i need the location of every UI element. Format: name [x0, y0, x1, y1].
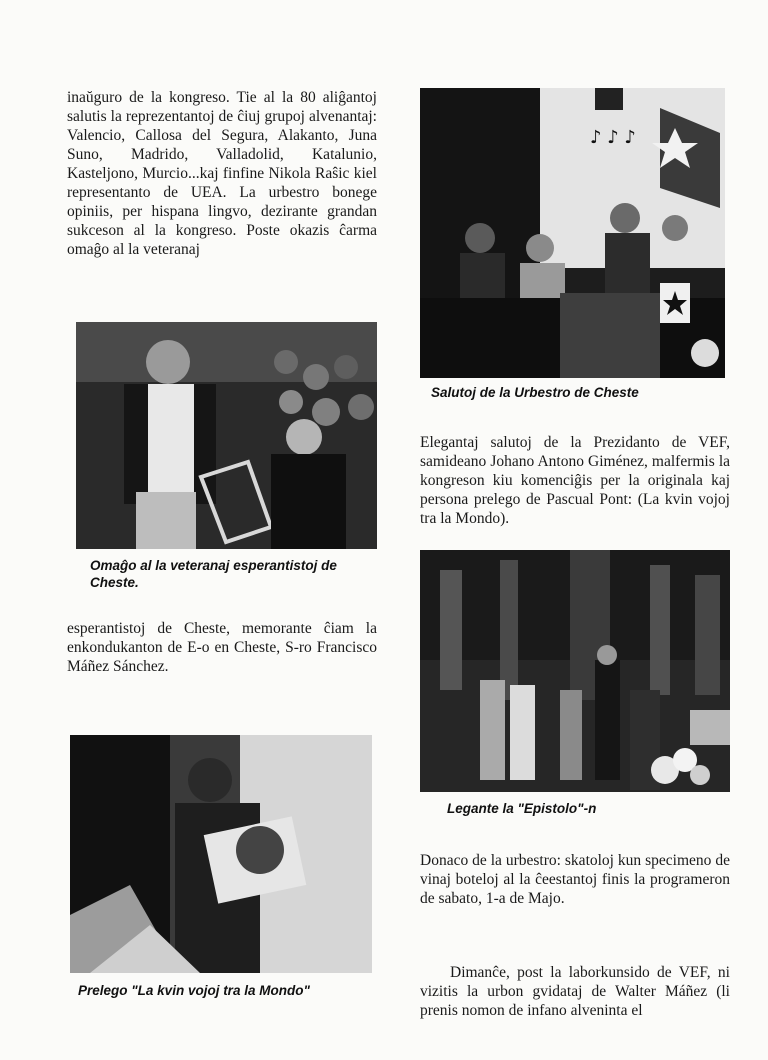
left-paragraph-2: esperantistoj de Cheste, memorante ĉiam la enkondukanton de E-o en Cheste, S-ro Francisco Máñez Sánchez. [67, 620, 377, 675]
right-paragraph-3: Dimanĉe, post la laborkunsido de VEF, ni vizitis la urbon gvidataj de Walter Máñez (li prenis nomon de infano alveninta el [420, 964, 730, 1019]
caption-lecture: Prelego "La kvin vojoj tra la Mondo" [78, 983, 310, 998]
photo-mayor-greetings [420, 88, 725, 378]
svg-text:♪ ♪ ♪: ♪ ♪ ♪ [590, 127, 636, 148]
photo-reading-epistle [420, 550, 730, 792]
caption-homage: Omaĝo al la veteranaj esperantistoj de Cheste. [90, 558, 337, 590]
right-paragraph-1: Elegantaj salutoj de la Prezidanto de VEF, samideano Johano Antono Giménez, malfermis la kongreson kiu komenciĝis per la originala kaj persona prelego de Pascual Pont: (La kvin vojoj tra la Mondo). [420, 434, 730, 527]
photo-lecture [70, 735, 372, 973]
right-paragraph-2: Donaco de la urbestro: skatoloj kun specimeno de vinaj boteloj al la ĉeestantoj finis la programeron de sabato, 1-a de Majo. [420, 852, 730, 907]
caption-reading-epistle: Legante la "Epistolo"-n [447, 801, 597, 816]
left-paragraph-1: inaŭguro de la kongreso. Tie al la 80 aliĝantoj salutis la reprezentantoj de ĉiuj grupoj alvenantaj: Valencio, Callosa del Segura, Alakanto, Juna Suno, Madrido, Valladolid, Katalunio, Kasteljono, Murcio...kaj finfine Nikola Raŝic kiel representanto de UEA. La urbestro bonege opiniis, per hispana lingvo, dezirante grandan sukceson al la kongreso. Poste okazis ĉarma omaĝo al la veteranaj [67, 89, 377, 258]
photo-homage-veterans [76, 322, 377, 549]
caption-mayor-greetings: Salutoj de la Urbestro de Cheste [431, 385, 639, 400]
